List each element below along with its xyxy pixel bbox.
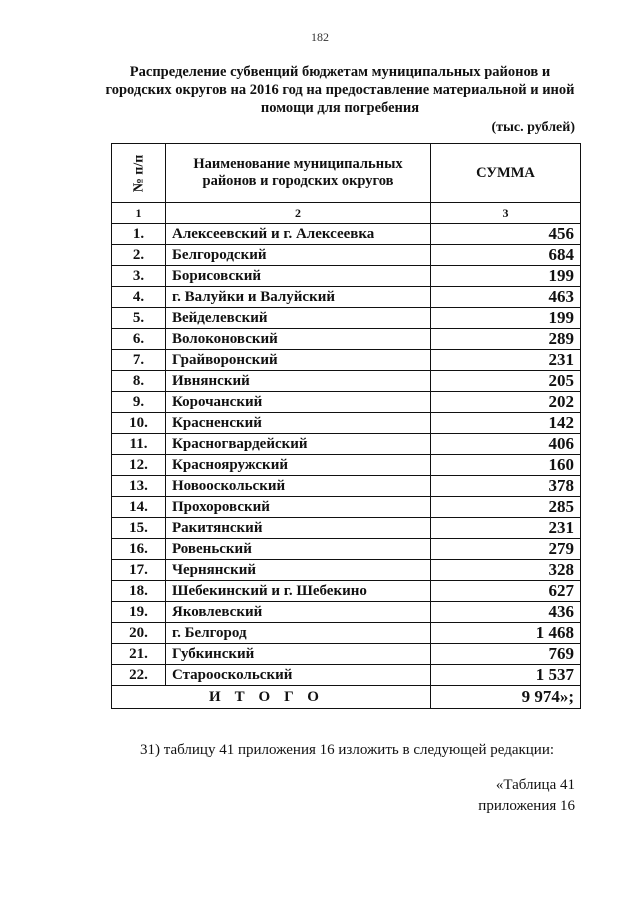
row-number: 21. bbox=[112, 644, 166, 665]
subventions-table bbox=[111, 143, 581, 709]
row-sum: 328 bbox=[431, 560, 581, 581]
row-sum: 456 bbox=[431, 224, 581, 245]
row-name: Прохоровский bbox=[166, 497, 431, 518]
total-value: 9 974»; bbox=[431, 686, 581, 709]
table-reference-line: приложения 16 bbox=[478, 798, 575, 814]
row-sum: 199 bbox=[431, 308, 581, 329]
row-name: Старооскольский bbox=[166, 665, 431, 686]
table-row bbox=[112, 581, 581, 602]
row-sum: 436 bbox=[431, 602, 581, 623]
row-sum: 769 bbox=[431, 644, 581, 665]
column-number: 3 bbox=[431, 203, 581, 224]
row-number: 4. bbox=[112, 287, 166, 308]
row-name: г. Валуйки и Валуйский bbox=[166, 287, 431, 308]
row-sum: 205 bbox=[431, 371, 581, 392]
row-sum: 406 bbox=[431, 434, 581, 455]
row-sum: 378 bbox=[431, 476, 581, 497]
header-number: № п/п bbox=[112, 144, 166, 203]
row-sum: 231 bbox=[431, 518, 581, 539]
row-sum: 279 bbox=[431, 539, 581, 560]
column-number: 1 bbox=[112, 203, 166, 224]
table-row bbox=[112, 350, 581, 371]
table-row bbox=[112, 392, 581, 413]
table-row bbox=[112, 518, 581, 539]
row-name: Ракитянский bbox=[166, 518, 431, 539]
table-row bbox=[112, 371, 581, 392]
column-number-row bbox=[112, 203, 581, 224]
table-row bbox=[112, 308, 581, 329]
row-sum: 627 bbox=[431, 581, 581, 602]
row-name: Красненский bbox=[166, 413, 431, 434]
row-name: Шебекинский и г. Шебекино bbox=[166, 581, 431, 602]
table-row bbox=[112, 413, 581, 434]
row-name: Грайворонский bbox=[166, 350, 431, 371]
row-number: 19. bbox=[112, 602, 166, 623]
row-name: Белгородский bbox=[166, 245, 431, 266]
row-name: Чернянский bbox=[166, 560, 431, 581]
row-number: 11. bbox=[112, 434, 166, 455]
table-row bbox=[112, 455, 581, 476]
row-sum: 285 bbox=[431, 497, 581, 518]
row-name: Яковлевский bbox=[166, 602, 431, 623]
row-number: 16. bbox=[112, 539, 166, 560]
row-name: г. Белгород bbox=[166, 623, 431, 644]
row-name: Краснояружский bbox=[166, 455, 431, 476]
row-name: Алексеевский и г. Алексеевка bbox=[166, 224, 431, 245]
row-name: Корочанский bbox=[166, 392, 431, 413]
row-number: 22. bbox=[112, 665, 166, 686]
table-row bbox=[112, 497, 581, 518]
row-name: Новооскольский bbox=[166, 476, 431, 497]
row-sum: 160 bbox=[431, 455, 581, 476]
row-sum: 199 bbox=[431, 266, 581, 287]
row-number: 7. bbox=[112, 350, 166, 371]
row-number: 5. bbox=[112, 308, 166, 329]
table-row bbox=[112, 602, 581, 623]
row-name: Борисовский bbox=[166, 266, 431, 287]
row-number: 2. bbox=[112, 245, 166, 266]
row-number: 3. bbox=[112, 266, 166, 287]
row-sum: 142 bbox=[431, 413, 581, 434]
table-row bbox=[112, 224, 581, 245]
row-number: 17. bbox=[112, 560, 166, 581]
total-row bbox=[112, 686, 581, 709]
column-number: 2 bbox=[166, 203, 431, 224]
page-number: 182 bbox=[311, 30, 329, 44]
table-reference bbox=[478, 775, 575, 817]
row-name: Ивнянский bbox=[166, 371, 431, 392]
row-sum: 231 bbox=[431, 350, 581, 371]
table-row bbox=[112, 560, 581, 581]
table-header-row bbox=[112, 144, 581, 203]
row-number: 20. bbox=[112, 623, 166, 644]
row-number: 10. bbox=[112, 413, 166, 434]
row-sum: 289 bbox=[431, 329, 581, 350]
header-name: Наименование муниципальных районов и городских округов bbox=[166, 144, 431, 203]
table-row bbox=[112, 539, 581, 560]
row-sum: 463 bbox=[431, 287, 581, 308]
table-row bbox=[112, 245, 581, 266]
row-number: 15. bbox=[112, 518, 166, 539]
table-row bbox=[112, 266, 581, 287]
row-name: Ровеньский bbox=[166, 539, 431, 560]
table-reference-line: «Таблица 41 bbox=[495, 777, 575, 793]
document-title: Распределение субвенций бюджетам муниципальных районов и городских округов на 2016 год на предоставление материальной и иной помощи для погребения bbox=[105, 64, 575, 116]
table-row bbox=[112, 644, 581, 665]
row-number: 9. bbox=[112, 392, 166, 413]
table-row bbox=[112, 665, 581, 686]
header-sum: СУММА bbox=[431, 144, 581, 203]
total-label: ИТОГО bbox=[112, 686, 431, 709]
table-row bbox=[112, 329, 581, 350]
table-row bbox=[112, 623, 581, 644]
row-sum: 202 bbox=[431, 392, 581, 413]
units-label: (тыс. рублей) bbox=[491, 120, 575, 135]
row-number: 18. bbox=[112, 581, 166, 602]
table-row bbox=[112, 434, 581, 455]
row-number: 8. bbox=[112, 371, 166, 392]
table-row bbox=[112, 476, 581, 497]
row-name: Вейделевский bbox=[166, 308, 431, 329]
row-number: 13. bbox=[112, 476, 166, 497]
row-sum: 1 537 bbox=[431, 665, 581, 686]
table-row bbox=[112, 287, 581, 308]
row-name: Волоконовский bbox=[166, 329, 431, 350]
amendment-paragraph: 31) таблицу 41 приложения 16 изложить в следующей редакции: bbox=[140, 742, 555, 758]
row-number: 14. bbox=[112, 497, 166, 518]
row-number: 1. bbox=[112, 224, 166, 245]
row-name: Губкинский bbox=[166, 644, 431, 665]
row-number: 12. bbox=[112, 455, 166, 476]
row-number: 6. bbox=[112, 329, 166, 350]
row-sum: 684 bbox=[431, 245, 581, 266]
row-sum: 1 468 bbox=[431, 623, 581, 644]
row-name: Красногвардейский bbox=[166, 434, 431, 455]
